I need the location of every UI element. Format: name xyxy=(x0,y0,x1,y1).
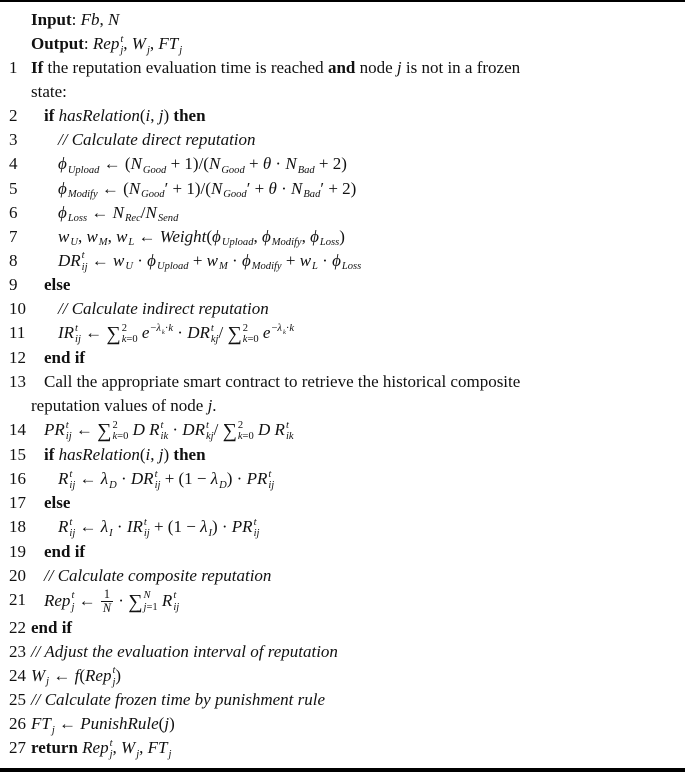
algo-line-11 xyxy=(0,321,685,346)
line-number: 21 xyxy=(9,589,26,609)
line-number: 12 xyxy=(9,348,26,368)
line-number: 8 xyxy=(9,250,18,270)
line-content: Output: Rep t j , W j , FT j xyxy=(31,33,183,57)
line-number: 2 xyxy=(9,106,18,126)
algo-line-1 xyxy=(0,56,685,104)
line-content: R t ij ← λ I · IR t ij + (1 − λ I ) · PR t ij xyxy=(58,517,260,540)
line-number: 9 xyxy=(9,275,18,295)
line-content: Rep t j ← $\frac{1}{N}$ · ∑ N j=1 R t ij xyxy=(44,586,180,616)
algo-line-7 xyxy=(0,225,685,249)
line-number: 6 xyxy=(9,202,18,222)
line-content: // Adjust the evaluation interval of reputation xyxy=(31,641,338,661)
algo-line-2 xyxy=(0,104,685,128)
line-content: ϕ Loss ← N Rec /N Send xyxy=(58,202,179,225)
algo-line-21 xyxy=(0,588,685,616)
line-content: return Rep t j , W j , FT j xyxy=(31,737,172,761)
algo-line-23 xyxy=(0,640,685,664)
algo-line-25 xyxy=(0,688,685,712)
algo-line-12 xyxy=(0,346,685,370)
line-content: IR t ij ← ∑ 2 k=0 e −λ k ·k · DR t kj / ∑ 2 k=0 e −λ k ·k xyxy=(58,322,295,346)
line-number: 20 xyxy=(9,565,26,585)
line-number: 24 xyxy=(9,665,26,685)
line-number: 22 xyxy=(9,617,26,637)
line-content: W j ← f(Rep t j ) xyxy=(31,665,122,688)
algo-line-14 xyxy=(0,418,685,442)
line-content: w U , w M , w L ← Weight(ϕ Upload , ϕ Modify , ϕ Loss ) xyxy=(58,226,345,249)
line-number: 25 xyxy=(9,690,26,710)
line-content: If the reputation evaluation time is reached and node j is not in a frozen state: xyxy=(31,58,521,102)
line-content: if hasRelation(i, j) then xyxy=(44,106,206,126)
algo-line-6 xyxy=(0,201,685,225)
line-number: 17 xyxy=(9,493,26,513)
line-content: else xyxy=(44,493,71,513)
line-content: ϕ Upload ← (N Good + 1)/(N Good + θ · N Bad + 2) xyxy=(58,154,347,177)
algo-line-4 xyxy=(0,152,685,176)
line-number: 1 xyxy=(9,58,18,78)
line-content: // Calculate indirect reputation xyxy=(58,299,269,319)
algo-line-19 xyxy=(0,540,685,564)
algo-line-17 xyxy=(0,491,685,515)
algo-line-26 xyxy=(0,712,685,736)
line-number: 3 xyxy=(9,130,18,150)
summation-icon: ∑ xyxy=(106,323,121,346)
line-number: 4 xyxy=(9,154,18,174)
line-content: DR t ij ← w U · ϕ Upload + w M · ϕ Modify + w L · ϕ Loss xyxy=(58,250,362,273)
algo-line-15 xyxy=(0,443,685,467)
line-number: 14 xyxy=(9,420,26,440)
algo-line-10 xyxy=(0,297,685,321)
line-content: else xyxy=(44,275,71,295)
line-content: FT j ← PunishRule(j) xyxy=(31,714,175,736)
line-content: end if xyxy=(31,617,73,637)
algo-line-5 xyxy=(0,177,685,201)
output-line xyxy=(0,32,685,56)
line-content: end if xyxy=(44,541,86,561)
algo-line-22 xyxy=(0,616,685,640)
algo-line-24 xyxy=(0,664,685,688)
line-number: 18 xyxy=(9,517,26,537)
algo-line-8 xyxy=(0,249,685,273)
algo-line-16 xyxy=(0,467,685,491)
line-content: R t ij ← λ D · DR t ij + (1 − λ D ) · PR t ij xyxy=(58,468,275,491)
line-number xyxy=(0,32,31,56)
input-line xyxy=(0,8,685,32)
line-number: 15 xyxy=(9,444,26,464)
algo-line-18 xyxy=(0,515,685,539)
line-content: // Calculate frozen time by punishment rule xyxy=(31,690,325,710)
line-number: 11 xyxy=(9,323,26,343)
summation-icon: ∑ xyxy=(128,590,143,613)
line-content: PR t ij ← ∑ 2 k=0 D R t ik · DR t kj / ∑ 2 k=0 D R t ik xyxy=(44,420,294,443)
summation-icon: ∑ xyxy=(97,420,112,443)
line-number: 7 xyxy=(9,226,18,246)
line-number: 10 xyxy=(9,299,26,319)
line-number: 5 xyxy=(9,178,18,198)
algo-line-9 xyxy=(0,273,685,297)
line-content: // Calculate composite reputation xyxy=(44,565,272,585)
algo-line-27 xyxy=(0,736,685,760)
algo-line-3 xyxy=(0,128,685,152)
algo-line-13 xyxy=(0,370,685,418)
line-number: 16 xyxy=(9,468,26,488)
line-content: ϕ Modify ← (N Good ′ + 1)/(N Good ′ + θ · N Bad ′ + 2) xyxy=(58,178,357,201)
algo-line-20 xyxy=(0,564,685,588)
summation-icon: ∑ xyxy=(222,420,237,443)
line-content: Call the appropriate smart contract to retrieve the historical composite reputation values of node j. xyxy=(31,372,521,416)
line-content: Input: Fb, N xyxy=(31,10,120,29)
summation-icon: ∑ xyxy=(227,323,242,346)
line-number: 27 xyxy=(9,738,26,758)
line-content: // Calculate direct reputation xyxy=(58,130,256,150)
line-number: 23 xyxy=(9,641,26,661)
line-content: end if xyxy=(44,348,86,368)
line-number: 26 xyxy=(9,714,26,734)
line-number: 19 xyxy=(9,541,26,561)
line-content: if hasRelation(i, j) then xyxy=(44,444,206,464)
line-number xyxy=(0,8,31,32)
line-number: 13 xyxy=(9,372,26,392)
